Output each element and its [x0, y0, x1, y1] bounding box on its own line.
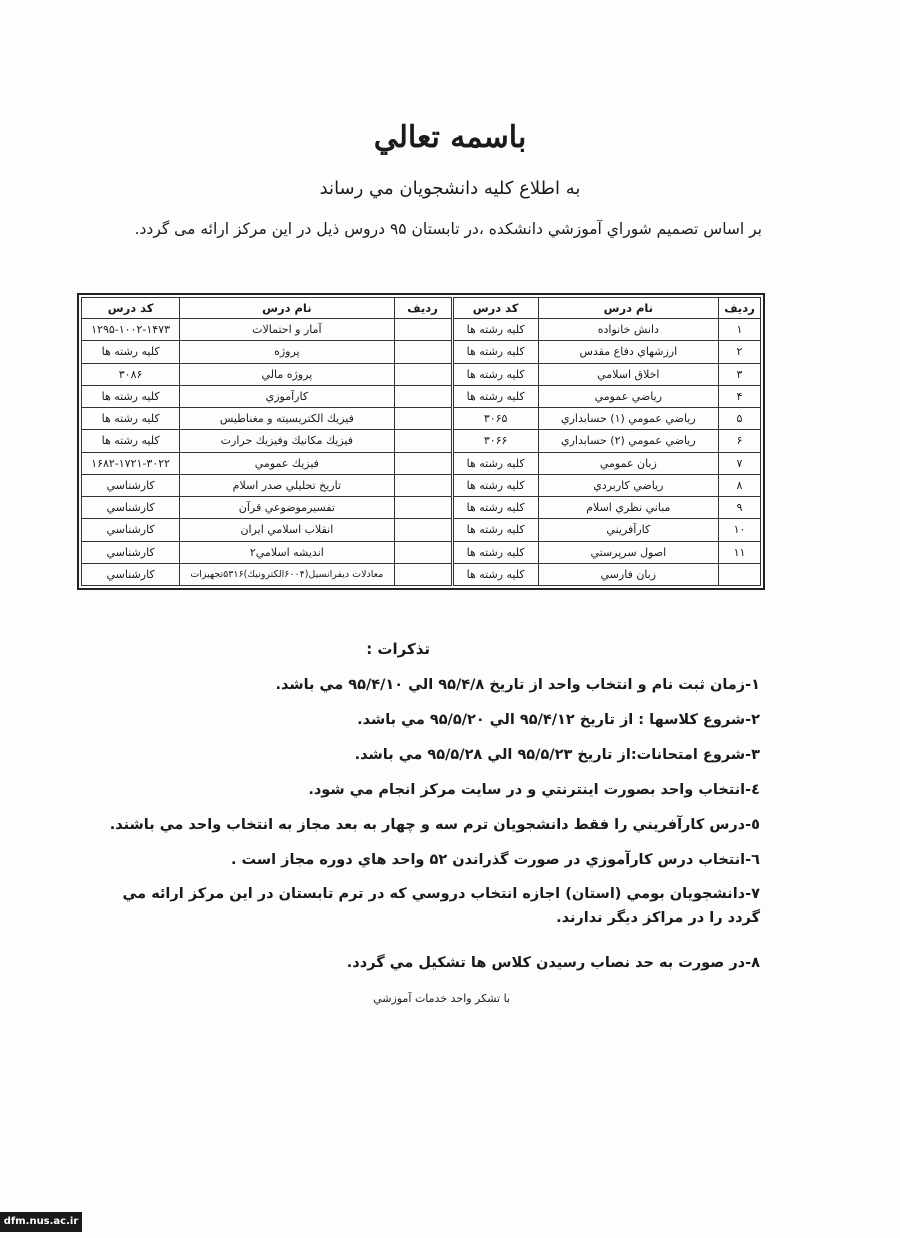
- note-item: ۸-در صورت به حد نصاب رسيدن كلاس ها تشكيل مي گردد.: [346, 955, 760, 971]
- course-code-right: كليه رشته ها: [452, 497, 538, 519]
- row-number-left: [394, 474, 452, 496]
- row-number-right: ۱۰: [718, 519, 760, 541]
- header-row-number-left: رديف: [394, 298, 452, 319]
- row-number-left: [394, 319, 452, 341]
- course-name-right: اخلاق اسلامي: [538, 363, 718, 385]
- intro-paragraph: بر اساس تصميم شوراي آموزشي دانشكده ،در تابستان ۹۵ دروس ذيل در اين مركز ارائه می گردد.: [134, 220, 762, 238]
- course-name-right: مباني نظري اسلام: [538, 497, 718, 519]
- page-title: باسمه تعالي: [373, 120, 527, 155]
- course-code-right: ۳۰۶۶: [452, 430, 538, 452]
- course-code-left: كليه رشته ها: [82, 341, 180, 363]
- note-item: ٤-انتخاب واحد بصورت اينترنتي و در سايت مركز انجام مي شود.: [308, 782, 760, 798]
- row-number-right: ۵: [718, 408, 760, 430]
- course-name-left: تاريخ تحليلي صدر اسلام: [180, 474, 394, 496]
- table-row: [82, 430, 761, 452]
- course-name-right: اصول سرپرستي: [538, 541, 718, 563]
- course-name-right: دانش خانواده: [538, 319, 718, 341]
- course-name-right: زبان فارسي: [538, 563, 718, 585]
- site-badge: dfm.nus.ac.ir: [0, 1212, 82, 1232]
- header-course-code-left: كد درس: [82, 298, 180, 319]
- table-header-row: [82, 298, 761, 319]
- row-number-right: ۲: [718, 341, 760, 363]
- row-number-right: ۱: [718, 319, 760, 341]
- course-code-right: كليه رشته ها: [452, 319, 538, 341]
- table-row: [82, 497, 761, 519]
- row-number-right: ۶: [718, 430, 760, 452]
- table-row: [82, 385, 761, 407]
- table-row: [82, 541, 761, 563]
- row-number-left: [394, 363, 452, 385]
- header-course-name-left: نام درس: [180, 298, 394, 319]
- course-code-left: ۱۲۹۵-۱۰۰۲-۱۴۷۳: [82, 319, 180, 341]
- row-number-left: [394, 497, 452, 519]
- row-number-right: ۸: [718, 474, 760, 496]
- courses-table: [81, 297, 761, 586]
- notes-title: تذكرات :: [366, 640, 430, 658]
- course-name-right: رياضي كاربردي: [538, 474, 718, 496]
- table-row: [82, 408, 761, 430]
- row-number-left: [394, 385, 452, 407]
- courses-table-frame: [77, 293, 765, 590]
- note-item: ٥-درس كارآفريني را فقط دانشجويان ترم سه و چهار به بعد مجاز به انتخاب واحد مي باشند.: [109, 817, 760, 833]
- table-row: [82, 319, 761, 341]
- notes-list: [100, 668, 760, 981]
- course-name-left: آمار و احتمالات: [180, 319, 394, 341]
- row-number-left: [394, 430, 452, 452]
- course-name-right: ارزشهاي دفاع مقدس: [538, 341, 718, 363]
- course-name-left: انقلاب اسلامي ايران: [180, 519, 394, 541]
- course-name-right: زبان عمومي: [538, 452, 718, 474]
- course-code-left: كارشناسي: [82, 497, 180, 519]
- course-code-left: كليه رشته ها: [82, 385, 180, 407]
- course-name-right: رياضي عمومي (۱) حسابداري: [538, 408, 718, 430]
- course-code-left: كارشناسي: [82, 563, 180, 585]
- course-code-left: كارشناسي: [82, 474, 180, 496]
- table-row: [82, 519, 761, 541]
- course-name-right: رياضي عمومي: [538, 385, 718, 407]
- row-number-left: [394, 541, 452, 563]
- table-row: [82, 341, 761, 363]
- course-code-left: كارشناسي: [82, 519, 180, 541]
- course-code-right: كليه رشته ها: [452, 341, 538, 363]
- course-code-right: كليه رشته ها: [452, 385, 538, 407]
- course-name-right: رياضي عمومي (۲) حسابداري: [538, 430, 718, 452]
- signature-line: با تشكر واحد خدمات آموزشي: [373, 992, 510, 1005]
- course-code-left: ۳۰۸۶: [82, 363, 180, 385]
- header-course-code-right: كد درس: [452, 298, 538, 319]
- table-row: [82, 474, 761, 496]
- course-name-left: معادلات ديفرانسيل(۶۰۰۴الكترونيك)۵۳۱۶تجهيزات: [180, 563, 394, 585]
- header-row-number-right: رديف: [718, 298, 760, 319]
- row-number-right: ۴: [718, 385, 760, 407]
- row-number-right: [718, 563, 760, 585]
- course-name-left: پروژه مالي: [180, 363, 394, 385]
- row-number-right: ۳: [718, 363, 760, 385]
- row-number-right: ۹: [718, 497, 760, 519]
- row-number-left: [394, 563, 452, 585]
- note-item: ۳-شروع امتحانات:از تاريخ ۹۵/۵/۲۳ الي ۹۵/۵/۲۸ مي باشد.: [354, 747, 760, 763]
- course-name-left: تفسيرموضوعي قرآن: [180, 497, 394, 519]
- row-number-right: ۷: [718, 452, 760, 474]
- row-number-left: [394, 519, 452, 541]
- course-code-left: ۱۶۸۲-۱۷۲۱-۳۰۲۲: [82, 452, 180, 474]
- note-item: ۱-زمان ثبت نام و انتخاب واحد از تاريخ ۹۵/۴/۸ الي ۹۵/۴/۱۰ مي باشد.: [275, 677, 760, 693]
- course-code-right: كليه رشته ها: [452, 541, 538, 563]
- course-code-left: كليه رشته ها: [82, 430, 180, 452]
- header-course-name-right: نام درس: [538, 298, 718, 319]
- course-code-left: كليه رشته ها: [82, 408, 180, 430]
- page-subtitle: به اطلاع كليه دانشجويان مي رساند: [319, 178, 581, 199]
- course-name-left: پروژه: [180, 341, 394, 363]
- note-item: ۷-دانشجويان بومي (استان) اجازه انتخاب دروسي كه در ترم تابستان در اين مركز ارائه مي گردد را در مراكز ديگر ندارند.: [122, 886, 760, 926]
- row-number-left: [394, 408, 452, 430]
- course-code-right: كليه رشته ها: [452, 452, 538, 474]
- course-code-right: كليه رشته ها: [452, 474, 538, 496]
- course-code-right: كليه رشته ها: [452, 519, 538, 541]
- row-number-left: [394, 452, 452, 474]
- row-number-right: ۱۱: [718, 541, 760, 563]
- table-row: [82, 363, 761, 385]
- table-row: [82, 563, 761, 585]
- course-code-right: كليه رشته ها: [452, 363, 538, 385]
- course-code-right: ۳۰۶۵: [452, 408, 538, 430]
- course-name-left: فيزيك عمومي: [180, 452, 394, 474]
- course-code-left: كارشناسي: [82, 541, 180, 563]
- note-item: ۲-شروع كلاسها : از تاريخ ۹۵/۴/۱۲ الي ۹۵/۵/۲۰ مي باشد.: [357, 712, 760, 728]
- course-name-left: فيزيك مكانيك وفيزيك حرارت: [180, 430, 394, 452]
- row-number-left: [394, 341, 452, 363]
- course-name-left: انديشه اسلامي۲: [180, 541, 394, 563]
- course-code-right: كليه رشته ها: [452, 563, 538, 585]
- course-name-right: كارآفريني: [538, 519, 718, 541]
- note-item: ٦-انتخاب درس كارآموزي در صورت گذراندن ۵۲ واحد هاي دوره مجاز است .: [230, 852, 760, 868]
- table-body: [82, 319, 761, 586]
- course-name-left: فيزيك الكتريسيته و مغناطيس: [180, 408, 394, 430]
- table-row: [82, 452, 761, 474]
- course-name-left: كارآموزي: [180, 385, 394, 407]
